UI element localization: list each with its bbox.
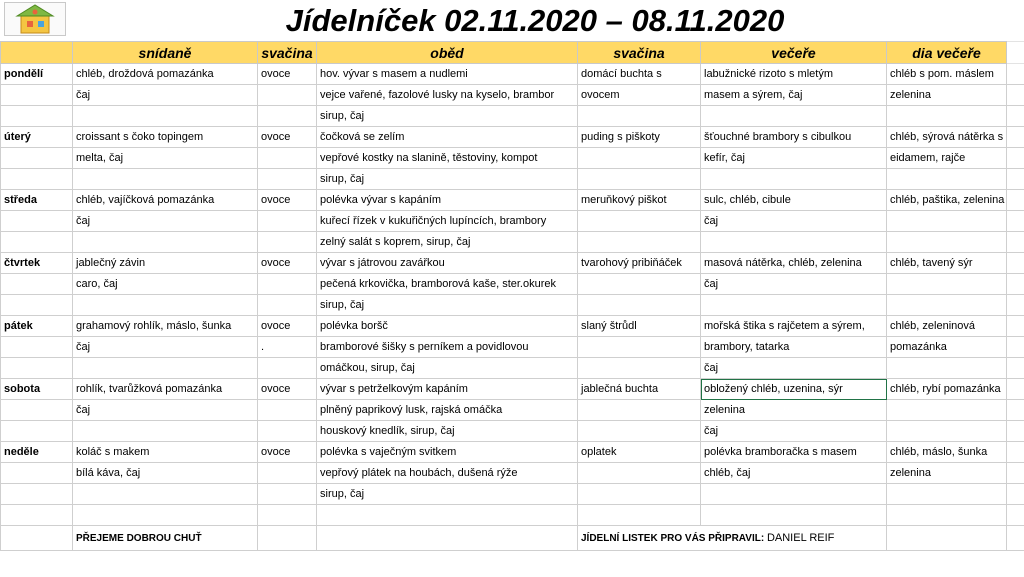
menu-cell[interactable]: zelenina <box>887 463 1007 484</box>
cell[interactable] <box>1007 274 1024 295</box>
menu-cell[interactable] <box>887 421 1007 442</box>
menu-cell[interactable] <box>258 463 317 484</box>
menu-cell[interactable] <box>578 484 701 505</box>
menu-cell[interactable] <box>258 274 317 295</box>
menu-cell[interactable]: vývar s petrželkovým kapáním <box>317 379 578 400</box>
menu-cell[interactable] <box>887 295 1007 316</box>
menu-cell[interactable]: meruňkový piškot <box>578 190 701 211</box>
cell[interactable] <box>887 505 1007 526</box>
menu-cell[interactable]: chléb, paštika, zelenina <box>887 190 1007 211</box>
menu-table <box>0 41 1024 551</box>
menu-cell[interactable]: caro, čaj <box>73 274 258 295</box>
cell[interactable] <box>1 463 73 484</box>
menu-cell[interactable] <box>701 484 887 505</box>
cell[interactable] <box>701 505 887 526</box>
menu-cell[interactable] <box>887 274 1007 295</box>
menu-cell[interactable]: šťouchné brambory s cibulkou <box>701 127 887 148</box>
menu-cell[interactable]: chléb s pom. máslem <box>887 64 1007 85</box>
menu-cell[interactable] <box>258 232 317 253</box>
menu-cell[interactable]: brambory, tatarka <box>701 337 887 358</box>
cell[interactable] <box>258 505 317 526</box>
menu-cell[interactable] <box>887 211 1007 232</box>
menu-cell[interactable]: plněný paprikový lusk, rajská omáčka <box>317 400 578 421</box>
cell[interactable] <box>1007 253 1024 274</box>
cell[interactable] <box>1 358 73 379</box>
menu-cell[interactable]: sirup, čaj <box>317 106 578 127</box>
menu-cell[interactable]: chléb, vajíčková pomazánka <box>73 190 258 211</box>
cell[interactable] <box>1007 421 1024 442</box>
cell[interactable] <box>1 484 73 505</box>
menu-cell[interactable]: domácí buchta s <box>578 64 701 85</box>
menu-cell[interactable]: sirup, čaj <box>317 169 578 190</box>
menu-cell[interactable] <box>258 400 317 421</box>
cell[interactable] <box>1007 64 1024 85</box>
footer-row <box>1 526 1024 551</box>
menu-cell[interactable]: puding s piškoty <box>578 127 701 148</box>
cell[interactable] <box>1 232 73 253</box>
menu-cell[interactable]: houskový knedlík, sirup, čaj <box>317 421 578 442</box>
menu-cell[interactable] <box>258 484 317 505</box>
menu-cell[interactable] <box>701 232 887 253</box>
menu-cell[interactable]: chléb, máslo, šunka <box>887 442 1007 463</box>
day-row <box>1 232 1024 253</box>
menu-body <box>1 64 1024 505</box>
footer-cook-label: JÍDELNÍ LISTEK PRO VÁS PŘIPRAVIL: <box>581 533 765 544</box>
menu-cell[interactable]: masová nátěrka, chléb, zelenina <box>701 253 887 274</box>
menu-cell[interactable]: chléb, rybí pomazánka <box>887 379 1007 400</box>
menu-cell[interactable] <box>887 106 1007 127</box>
cell[interactable] <box>1 526 73 551</box>
menu-cell[interactable]: ovoce <box>258 316 317 337</box>
cell[interactable] <box>317 526 578 551</box>
cell[interactable] <box>1007 190 1024 211</box>
footer-cook[interactable] <box>578 526 887 551</box>
menu-cell[interactable] <box>887 400 1007 421</box>
cell[interactable] <box>1007 316 1024 337</box>
menu-cell[interactable] <box>578 274 701 295</box>
menu-cell[interactable]: polévka bramboračka s masem <box>701 442 887 463</box>
menu-cell[interactable] <box>887 358 1007 379</box>
menu-cell[interactable]: . <box>258 337 317 358</box>
cell[interactable] <box>1007 442 1024 463</box>
day-label[interactable]: čtvrtek <box>1 253 73 274</box>
day-row <box>1 64 1024 85</box>
menu-cell[interactable] <box>258 85 317 106</box>
menu-cell[interactable]: vývar s játrovou zavářkou <box>317 253 578 274</box>
header-obed: oběd <box>317 42 578 64</box>
cell[interactable] <box>1 211 73 232</box>
menu-cell[interactable]: mořská štika s rajčetem a sýrem, <box>701 316 887 337</box>
day-row <box>1 316 1024 337</box>
day-row <box>1 295 1024 316</box>
day-row <box>1 484 1024 505</box>
header-svacina-1: svačina <box>258 42 317 64</box>
menu-cell[interactable]: chléb, droždová pomazánka <box>73 64 258 85</box>
menu-cell[interactable] <box>887 169 1007 190</box>
cell[interactable] <box>1007 127 1024 148</box>
header-dia-vecere: dia večeře <box>887 42 1007 64</box>
menu-cell[interactable]: jablečný závin <box>73 253 258 274</box>
day-row <box>1 442 1024 463</box>
footer-cook-name: DANIEL REIF <box>766 532 835 544</box>
menu-cell[interactable] <box>887 484 1007 505</box>
day-label[interactable]: úterý <box>1 127 73 148</box>
menu-cell[interactable]: tvarohový pribiňáček <box>578 253 701 274</box>
blank-row <box>1 505 1024 526</box>
cell[interactable] <box>1 274 73 295</box>
menu-cell[interactable]: ovoce <box>258 64 317 85</box>
cell[interactable] <box>1 337 73 358</box>
menu-cell[interactable]: labužnické rizoto s mletým <box>701 64 887 85</box>
cell[interactable] <box>1007 379 1024 400</box>
menu-cell[interactable]: vejce vařené, fazolové lusky na kyselo, brambor <box>317 85 578 106</box>
menu-cell[interactable] <box>73 295 258 316</box>
menu-cell[interactable]: sirup, čaj <box>317 295 578 316</box>
header-corner <box>1 42 73 64</box>
menu-cell[interactable]: kefír, čaj <box>701 148 887 169</box>
header-snidane: snídaně <box>73 42 258 64</box>
menu-cell[interactable]: zelenina <box>701 400 887 421</box>
day-row <box>1 85 1024 106</box>
menu-cell[interactable] <box>578 295 701 316</box>
menu-cell[interactable]: sirup, čaj <box>317 484 578 505</box>
cell[interactable] <box>1 400 73 421</box>
footer-wish[interactable]: PŘEJEME DOBROU CHUŤ <box>73 526 258 551</box>
cell[interactable] <box>1007 400 1024 421</box>
day-row <box>1 358 1024 379</box>
cell[interactable] <box>1007 169 1024 190</box>
menu-cell[interactable] <box>73 232 258 253</box>
menu-cell[interactable] <box>73 169 258 190</box>
day-row <box>1 190 1024 211</box>
menu-cell[interactable]: čočková se zelím <box>317 127 578 148</box>
menu-cell[interactable]: hov. vývar s masem a nudlemi <box>317 64 578 85</box>
menu-cell[interactable]: melta, čaj <box>73 148 258 169</box>
menu-cell[interactable]: koláč s makem <box>73 442 258 463</box>
day-row <box>1 421 1024 442</box>
menu-cell[interactable] <box>258 169 317 190</box>
menu-cell[interactable]: ovoce <box>258 442 317 463</box>
menu-cell[interactable] <box>73 421 258 442</box>
menu-cell[interactable]: ovoce <box>258 127 317 148</box>
menu-cell[interactable]: vepřové kostky na slanině, těstoviny, kompot <box>317 148 578 169</box>
menu-cell[interactable] <box>258 295 317 316</box>
menu-cell[interactable]: ovocem <box>578 85 701 106</box>
menu-cell[interactable]: čaj <box>701 274 887 295</box>
menu-cell[interactable]: zelný salát s koprem, sirup, čaj <box>317 232 578 253</box>
menu-cell[interactable]: čaj <box>73 211 258 232</box>
cell[interactable] <box>1 295 73 316</box>
menu-cell[interactable] <box>578 232 701 253</box>
cell[interactable] <box>1007 505 1024 526</box>
menu-cell[interactable] <box>578 211 701 232</box>
day-row <box>1 106 1024 127</box>
menu-cell[interactable]: chléb, zeleninová <box>887 316 1007 337</box>
cell[interactable] <box>1 169 73 190</box>
cell[interactable] <box>578 505 701 526</box>
menu-cell[interactable] <box>258 106 317 127</box>
menu-cell[interactable]: pečená krkovička, bramborová kaše, ster.okurek <box>317 274 578 295</box>
menu-cell[interactable]: chléb, tavený sýr <box>887 253 1007 274</box>
day-row <box>1 400 1024 421</box>
menu-cell[interactable]: čaj <box>701 211 887 232</box>
menu-cell[interactable]: čaj <box>73 85 258 106</box>
day-row <box>1 337 1024 358</box>
menu-cell[interactable] <box>73 484 258 505</box>
cell[interactable] <box>1 85 73 106</box>
menu-cell[interactable]: oplatek <box>578 442 701 463</box>
cell[interactable] <box>1007 295 1024 316</box>
menu-cell[interactable]: chléb, čaj <box>701 463 887 484</box>
cell[interactable] <box>1007 232 1024 253</box>
menu-cell[interactable]: omáčkou, sirup, čaj <box>317 358 578 379</box>
cell[interactable] <box>1 106 73 127</box>
day-row <box>1 274 1024 295</box>
menu-cell[interactable]: pomazánka <box>887 337 1007 358</box>
cell[interactable] <box>1007 337 1024 358</box>
cell[interactable] <box>1 148 73 169</box>
day-label[interactable]: neděle <box>1 442 73 463</box>
day-label[interactable]: pondělí <box>1 64 73 85</box>
day-row <box>1 463 1024 484</box>
menu-cell[interactable]: zelenina <box>887 85 1007 106</box>
menu-cell[interactable]: kuřecí řízek v kukuřičných lupíncích, brambory <box>317 211 578 232</box>
menu-cell[interactable]: čaj <box>701 421 887 442</box>
menu-cell[interactable] <box>578 400 701 421</box>
menu-cell[interactable] <box>578 148 701 169</box>
page-title: Jídelníček 02.11.2020 – 08.11.2020 <box>285 3 785 38</box>
menu-cell[interactable]: sulc, chléb, cibule <box>701 190 887 211</box>
menu-cell[interactable]: polévka vývar s kapáním <box>317 190 578 211</box>
cell[interactable] <box>1007 85 1024 106</box>
cell[interactable] <box>1 505 73 526</box>
menu-cell[interactable] <box>578 463 701 484</box>
cell[interactable] <box>1007 106 1024 127</box>
cell[interactable] <box>1007 211 1024 232</box>
menu-cell[interactable]: slaný štrůdl <box>578 316 701 337</box>
menu-cell[interactable]: croissant s čoko topingem <box>73 127 258 148</box>
menu-cell[interactable] <box>578 421 701 442</box>
cell[interactable] <box>1007 358 1024 379</box>
menu-cell[interactable]: eidamem, rajče <box>887 148 1007 169</box>
cell[interactable] <box>1007 463 1024 484</box>
day-row <box>1 148 1024 169</box>
cell[interactable] <box>1007 484 1024 505</box>
day-row <box>1 211 1024 232</box>
header-svacina-2: svačina <box>578 42 701 64</box>
menu-cell[interactable]: vepřový plátek na houbách, dušená rýže <box>317 463 578 484</box>
menu-cell[interactable]: chléb, sýrová nátěrka s <box>887 127 1007 148</box>
menu-cell[interactable] <box>701 295 887 316</box>
menu-cell[interactable]: rohlík, tvarůžková pomazánka <box>73 379 258 400</box>
menu-cell[interactable]: čaj <box>73 400 258 421</box>
menu-cell[interactable]: grahamový rohlík, máslo, šunka <box>73 316 258 337</box>
menu-cell[interactable] <box>258 148 317 169</box>
menu-cell[interactable] <box>73 106 258 127</box>
day-row <box>1 253 1024 274</box>
menu-cell[interactable] <box>578 358 701 379</box>
menu-cell[interactable] <box>701 169 887 190</box>
menu-cell[interactable]: čaj <box>73 337 258 358</box>
day-row <box>1 169 1024 190</box>
menu-cell[interactable]: bramborové šišky s perníkem a povidlovou <box>317 337 578 358</box>
cell[interactable] <box>73 505 258 526</box>
menu-cell[interactable] <box>578 169 701 190</box>
menu-cell[interactable] <box>73 358 258 379</box>
menu-cell[interactable] <box>258 358 317 379</box>
cell[interactable] <box>1007 148 1024 169</box>
menu-cell[interactable] <box>887 232 1007 253</box>
selected-cell[interactable]: obložený chléb, uzenina, sýr <box>701 379 887 400</box>
day-row <box>1 379 1024 400</box>
day-label[interactable]: středa <box>1 190 73 211</box>
menu-cell[interactable] <box>258 211 317 232</box>
menu-cell[interactable]: polévka boršč <box>317 316 578 337</box>
cell[interactable] <box>1007 526 1024 551</box>
menu-cell[interactable] <box>258 421 317 442</box>
header-vecere: večeře <box>701 42 887 64</box>
menu-cell[interactable] <box>701 106 887 127</box>
day-row <box>1 127 1024 148</box>
cell[interactable] <box>887 526 1007 551</box>
menu-cell[interactable]: jablečná buchta <box>578 379 701 400</box>
cell[interactable] <box>317 505 578 526</box>
menu-cell[interactable] <box>578 337 701 358</box>
menu-cell[interactable]: ovoce <box>258 253 317 274</box>
menu-cell[interactable]: masem a sýrem, čaj <box>701 85 887 106</box>
menu-cell[interactable]: ovoce <box>258 190 317 211</box>
day-label[interactable]: sobota <box>1 379 73 400</box>
cell[interactable] <box>258 526 317 551</box>
cell[interactable] <box>1 421 73 442</box>
menu-cell[interactable]: polévka s vaječným svitkem <box>317 442 578 463</box>
menu-cell[interactable]: bílá káva, čaj <box>73 463 258 484</box>
day-label[interactable]: pátek <box>1 316 73 337</box>
menu-cell[interactable] <box>578 106 701 127</box>
header-row <box>1 42 1024 64</box>
menu-cell[interactable]: čaj <box>701 358 887 379</box>
header-extra <box>1007 42 1024 64</box>
menu-cell[interactable]: ovoce <box>258 379 317 400</box>
